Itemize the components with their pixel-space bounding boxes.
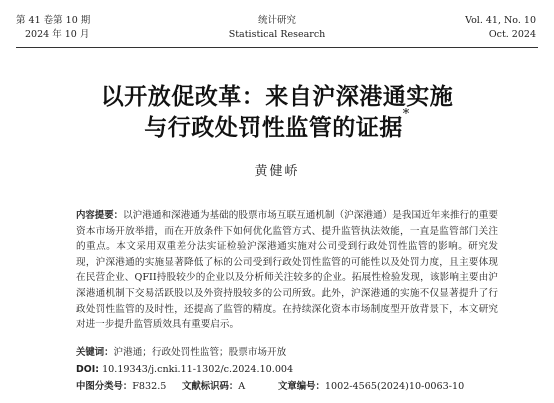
doi bbox=[76, 363, 293, 376]
volume-number-en: Vol. 41, No. 10 bbox=[465, 15, 536, 26]
classification-info bbox=[76, 380, 464, 393]
journal-volume-en bbox=[465, 14, 536, 42]
keywords-label: 关键词： bbox=[76, 347, 114, 358]
journal-name-cn: 统计研究 bbox=[257, 15, 296, 26]
issue-date: 2024 年 10 月 bbox=[25, 29, 90, 40]
header-divider bbox=[16, 47, 538, 48]
article-number-value: 1002-4565(2024)10-0063-10 bbox=[324, 381, 465, 392]
abstract-label: 内容提要： bbox=[76, 210, 123, 221]
author-name: 黄健峤 bbox=[254, 164, 300, 179]
clc-label: 中图分类号： bbox=[76, 381, 133, 392]
clc-value: F832.5 bbox=[132, 381, 167, 392]
paper-title-line-1: 以开放促改革：来自沪深港通实施 bbox=[100, 83, 454, 110]
volume-issue: 第 41 卷第 10 期 bbox=[16, 15, 91, 26]
clc-number bbox=[76, 380, 182, 393]
article-number-label: 文章编号： bbox=[278, 381, 325, 392]
abstract-text: 以沪港通和深港通为基础的股票市场互联互通机制（沪深港通）是我国近年来推行的重要资本市场开放举措，而在开放条件下如何优化监管方式、提升监管执法效能，一直是监管部门关注的重点。本文采用双重差分法实证检验沪深港通实施对公司受到行政处罚性监管的影响。研究发现，沪深港通的实施显著降低了标的公司受到行政处罚性监管的可能性以及处罚力度，且主要体现在民营企业、QFII持股较少的企业以及分析师关注较多的企业。拓展性检验发现，该影响主要由沪深港通机制下交易活跃股以及外资持股较多的公司所致。此外，沪深港通的实施不仅显著提升了行政处罚性监管的及时性，还提高了监管的精度。在持续深化资本市场制度型开放背景下，本文研究对进一步提升监管质效具有重要启示。 bbox=[76, 210, 498, 331]
title-footnote-mark: * bbox=[402, 107, 410, 122]
journal-name-en: Statistical Research bbox=[228, 29, 326, 40]
doc-code-label: 文献标识码： bbox=[182, 381, 239, 392]
abstract bbox=[76, 208, 498, 333]
document-code bbox=[182, 380, 278, 393]
doc-code-value: A bbox=[238, 381, 246, 392]
paper-title-line-2 bbox=[0, 109, 554, 142]
article-number bbox=[278, 380, 464, 393]
issue-date-en: Oct. 2024 bbox=[488, 29, 536, 40]
keywords bbox=[76, 346, 286, 359]
doi-label: DOI: bbox=[76, 364, 99, 375]
doi-value: 10.19343/j.cnki.11-1302/c.2024.10.004 bbox=[102, 364, 294, 375]
paper-title-line-2-text: 与行政处罚性监管的证据 bbox=[144, 114, 403, 141]
keywords-text: 沪港通；行政处罚性监管；股票市场开放 bbox=[113, 347, 287, 358]
